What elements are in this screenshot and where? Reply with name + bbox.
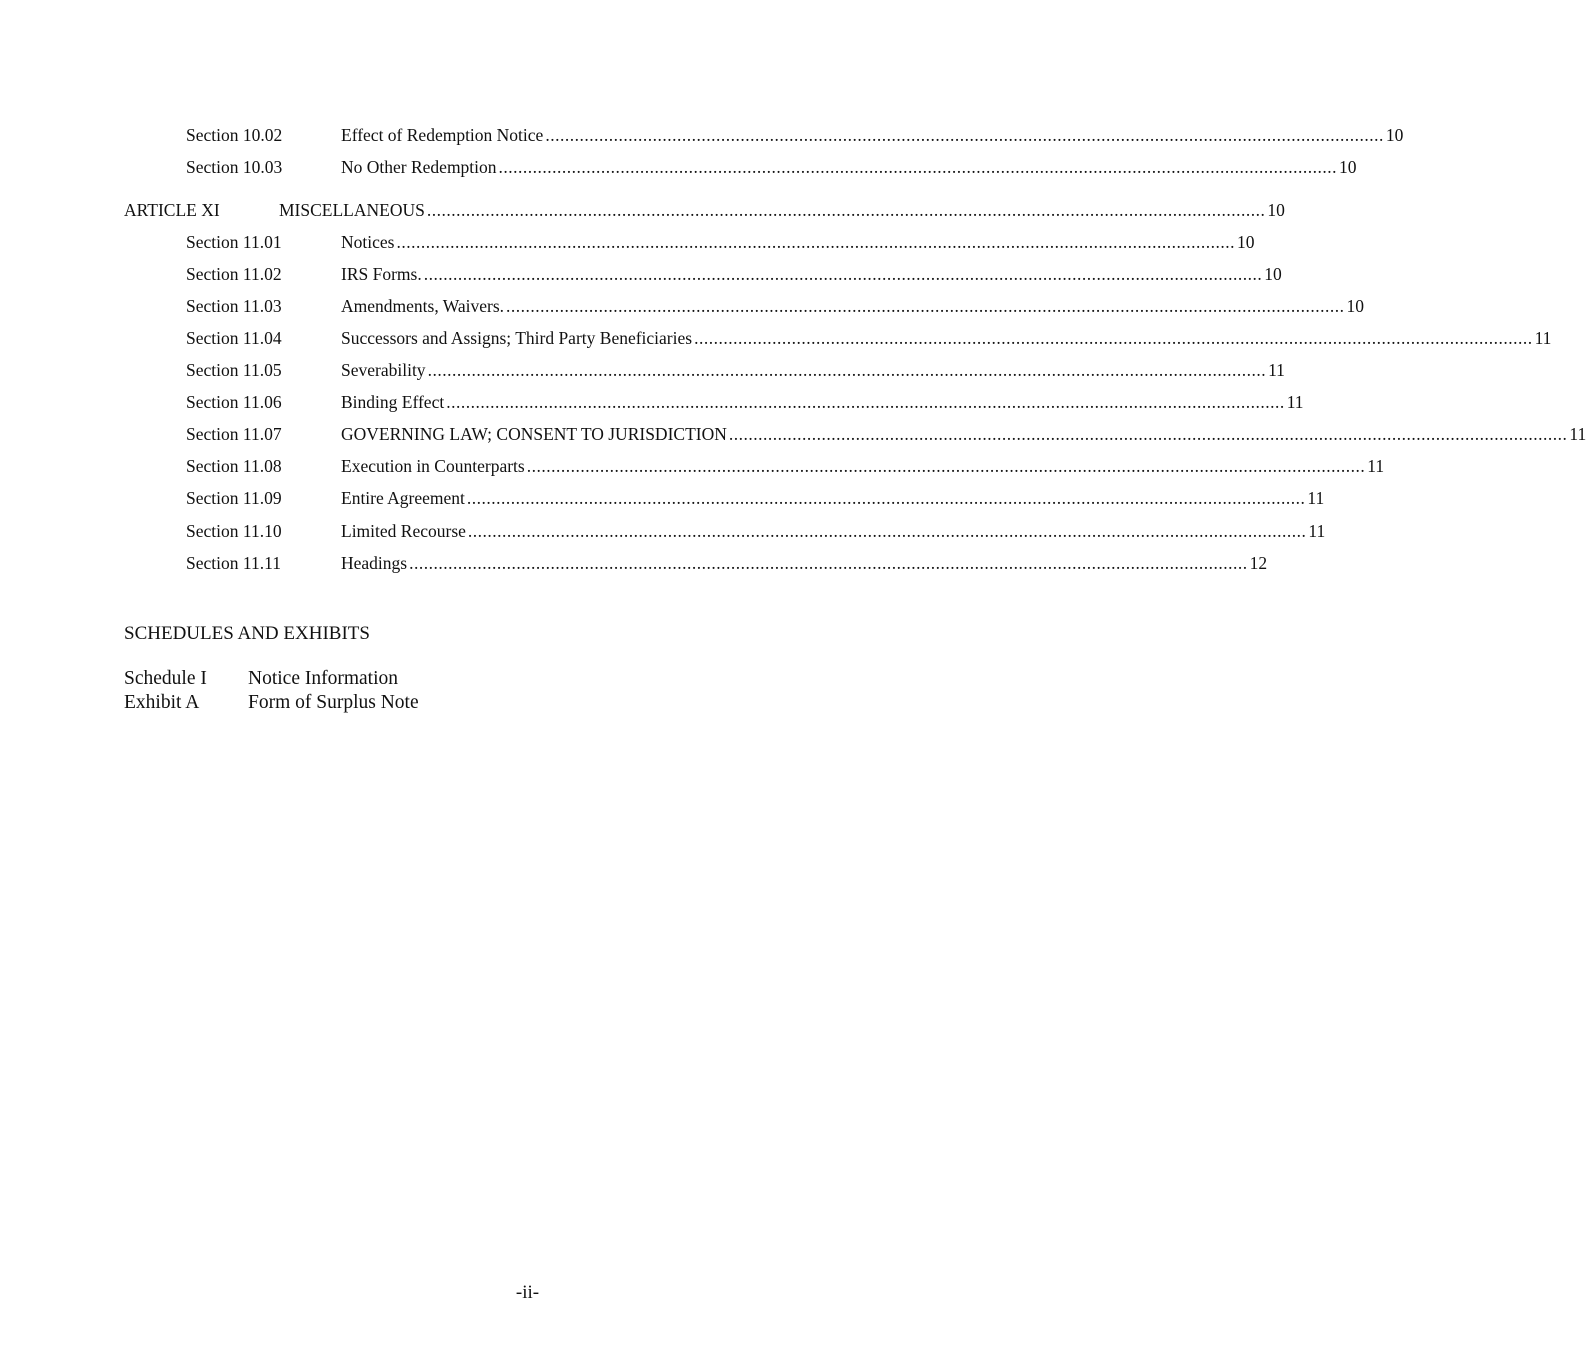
- toc-entry-number: Section 11.05: [186, 360, 282, 380]
- toc-leader-dots: ............................................................................................................................................................................: [728, 424, 1568, 444]
- toc-entry-title: MISCELLANEOUS: [279, 200, 425, 220]
- toc-leader-dots: ............................................................................................................................................................................: [526, 456, 1366, 476]
- toc-leader-dots: ............................................................................................................................................................................: [467, 521, 1307, 541]
- toc-entry-section-11-11: [186, 551, 1268, 575]
- toc-entry-number: Section 10.03: [186, 157, 283, 177]
- toc-leader-dots: ............................................................................................................................................................................: [423, 264, 1263, 284]
- toc-entry-page: 11: [1308, 521, 1326, 541]
- toc-leader-dots: ............................................................................................................................................................................: [426, 200, 1266, 220]
- toc-entry-page: 11: [1367, 456, 1385, 476]
- toc-entry-title: IRS Forms.: [341, 264, 422, 284]
- toc-entry-page: 11: [1307, 488, 1325, 508]
- toc-entry-section-11-08: [186, 454, 1385, 478]
- toc-entry-number: ARTICLE XI: [124, 200, 220, 220]
- toc-entry-title: Severability: [341, 360, 426, 380]
- toc-entry-page: 11: [1534, 328, 1552, 348]
- toc-entry-title: Binding Effect: [341, 392, 445, 412]
- toc-entry-page: 10: [1264, 264, 1282, 284]
- toc-leader-dots: ............................................................................................................................................................................: [396, 232, 1235, 252]
- schedule-label: Exhibit A: [124, 692, 200, 713]
- toc-entry-number: Section 11.01: [186, 232, 282, 252]
- toc-entry-page: 10: [1236, 232, 1255, 252]
- toc-entry-page: 10: [1339, 157, 1357, 177]
- toc-entry-number: Section 11.04: [186, 328, 282, 348]
- toc-entry-title: Successors and Assigns; Third Party Beneficiaries: [341, 328, 693, 348]
- toc-entry-page: 10: [1267, 200, 1285, 220]
- toc-entry-section-11-02: [186, 262, 1282, 286]
- toc-entry-title: No Other Redemption: [341, 157, 497, 177]
- toc-entry-page: 11: [1569, 424, 1586, 444]
- toc-entry-number: Section 11.10: [186, 521, 282, 541]
- toc-entry-page: 10: [1385, 125, 1404, 145]
- toc-leader-dots: ............................................................................................................................................................................: [427, 360, 1267, 380]
- toc-entry-section-11-03: [186, 294, 1365, 318]
- toc-leader-dots: ............................................................................................................................................................................: [498, 157, 1338, 177]
- toc-entry-number: Section 11.03: [186, 296, 282, 316]
- toc-leader-dots: ............................................................................................................................................................................: [409, 553, 1248, 573]
- toc-entry-section-11-10: [186, 519, 1326, 543]
- toc-entry-page: 12: [1249, 553, 1268, 573]
- toc-entry-section-10-02: [186, 123, 1404, 147]
- toc-leader-dots: ............................................................................................................................................................................: [694, 328, 1533, 348]
- toc-entry-section-11-09: [186, 486, 1325, 510]
- toc-entry-number: Section 11.07: [186, 424, 282, 444]
- toc-entry-title: GOVERNING LAW; CONSENT TO JURISDICTION: [341, 424, 727, 444]
- toc-entry-article-xi: [124, 198, 1285, 222]
- toc-entry-page: 10: [1346, 296, 1365, 316]
- toc-entry-section-11-05: [186, 358, 1285, 382]
- toc-entry-page: 11: [1286, 392, 1304, 412]
- toc-entry-title: Entire Agreement: [341, 488, 465, 508]
- toc-leader-dots: ............................................................................................................................................................................: [446, 392, 1285, 412]
- schedules-heading: SCHEDULES AND EXHIBITS: [124, 623, 370, 644]
- toc-leader-dots: ............................................................................................................................................................................: [545, 125, 1384, 145]
- toc-entry-page: 11: [1268, 360, 1285, 380]
- toc-entry-number: Section 10.02: [186, 125, 283, 145]
- toc-entry-title: Limited Recourse: [341, 521, 466, 541]
- toc-entry-number: Section 11.09: [186, 488, 282, 508]
- schedule-label: Schedule I: [124, 668, 207, 689]
- schedule-description: Form of Surplus Note: [248, 692, 419, 713]
- toc-entry-number: Section 11.08: [186, 456, 282, 476]
- toc-entry-number: Section 11.02: [186, 264, 282, 284]
- toc-entry-section-11-06: [186, 390, 1304, 414]
- toc-entry-title: Headings: [341, 553, 408, 573]
- toc-leader-dots: ............................................................................................................................................................................: [506, 296, 1345, 316]
- toc-entry-section-11-07: [186, 422, 1586, 446]
- toc-entry-section-10-03: [186, 155, 1357, 179]
- toc-entry-number: Section 11.06: [186, 392, 282, 412]
- toc-leader-dots: ............................................................................................................................................................................: [466, 488, 1306, 508]
- page-number: -ii-: [515, 1282, 540, 1303]
- schedule-description: Notice Information: [248, 668, 398, 689]
- toc-entry-number: Section 11.11: [186, 553, 281, 573]
- toc-entry-section-11-01: [186, 230, 1255, 254]
- toc-entry-title: Amendments, Waivers.: [341, 296, 505, 316]
- toc-entry-title: Notices: [341, 232, 395, 252]
- toc-entry-title: Execution in Counterparts: [341, 456, 525, 476]
- toc-entry-section-11-04: [186, 326, 1552, 350]
- toc-entry-title: Effect of Redemption Notice: [341, 125, 544, 145]
